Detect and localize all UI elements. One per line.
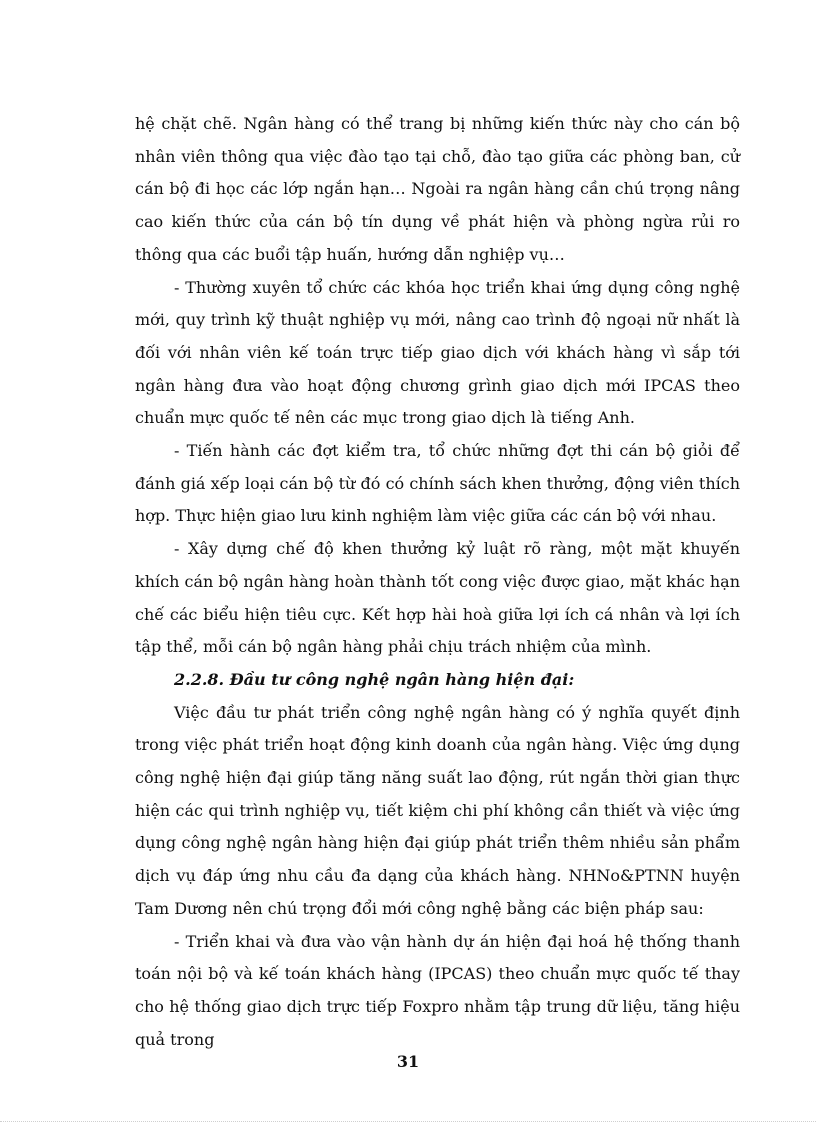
body-text <box>135 108 740 1056</box>
paragraph-ipcas-project: - Triển khai và đưa vào vận hành dự án hiện đại hoá hệ thống thanh toán nội bộ và kế toán khách hàng (IPCAS) theo chuẩn mực quốc tế thay cho hệ thống giao dịch trực tiếp Foxpro nhằm tập trung dữ liệu, tăng hiệu quả trong <box>135 931 740 1049</box>
section-heading: 2.2.8. Đầu tư công nghệ ngân hàng hiện đại: <box>174 669 575 689</box>
page-bottom-divider <box>0 1121 816 1122</box>
paragraph-inspections: - Tiến hành các đợt kiểm tra, tổ chức những đợt thi cán bộ giỏi để đánh giá xếp loại cán bộ từ đó có chính sách khen thưởng, động viên thích hợp. Thực hiện giao lưu kinh nghiệm làm việc giữa các cán bộ với nhau. <box>135 441 740 526</box>
paragraph-training-continuation: hệ chặt chẽ. Ngân hàng có thể trang bị những kiến thức này cho cán bộ nhân viên thông qua việc đào tạo tại chỗ, đào tạo giữa các phòng ban, cử cán bộ đi học các lớp ngắn hạn… Ngoài ra ngân hàng cần chú trọng nâng cao kiến thức của cán bộ tín dụng về phát hiện và phòng ngừa rủi ro thông qua các buổi tập huấn, hướng dẫn nghiệp vụ… <box>135 114 740 264</box>
paragraph-reward-discipline: - Xây dựng chế độ khen thưởng kỷ luật rõ ràng, một mặt khuyến khích cán bộ ngân hàng hoàn thành tốt cong việc được giao, mặt khác hạn chế các biểu hiện tiêu cực. Kết hợp hài hoà giữa lợi ích cá nhân và lợi ích tập thể, mỗi cán bộ ngân hàng phải chịu trách nhiệm của mình. <box>135 539 740 657</box>
paragraph-technology-investment: Việc đầu tư phát triển công nghệ ngân hàng có ý nghĩa quyết định trong việc phát triển hoạt động kinh doanh của ngân hàng. Việc ứng dụng công nghệ hiện đại giúp tăng năng suất lao động, rút ngắn thời gian thực hiện các qui trình nghiệp vụ, tiết kiệm chi phí không cần thiết và việc ứng dụng công nghệ ngân hàng hiện đại giúp phát triển thêm nhiều sản phẩm dịch vụ đáp ứng nhu cầu đa dạng của khách hàng. NHNo&PTNN huyện Tam Dương nên chú trọng đổi mới công nghệ bằng các biện pháp sau: <box>135 702 740 918</box>
paragraph-technology-courses: - Thường xuyên tổ chức các khóa học triển khai ứng dụng công nghệ mới, quy trình kỹ thuật nghiệp vụ mới, nâng cao trình độ ngoại nữ nhất là đối với nhân viên kế toán trực tiếp giao dịch với khách hàng vì sắp tới ngân hàng đưa vào hoạt động chương grình giao dịch mới IPCAS theo chuẩn mực quốc tế nên các mục trong giao dịch là tiếng Anh. <box>135 277 740 428</box>
page-number: 31 <box>396 1052 420 1071</box>
